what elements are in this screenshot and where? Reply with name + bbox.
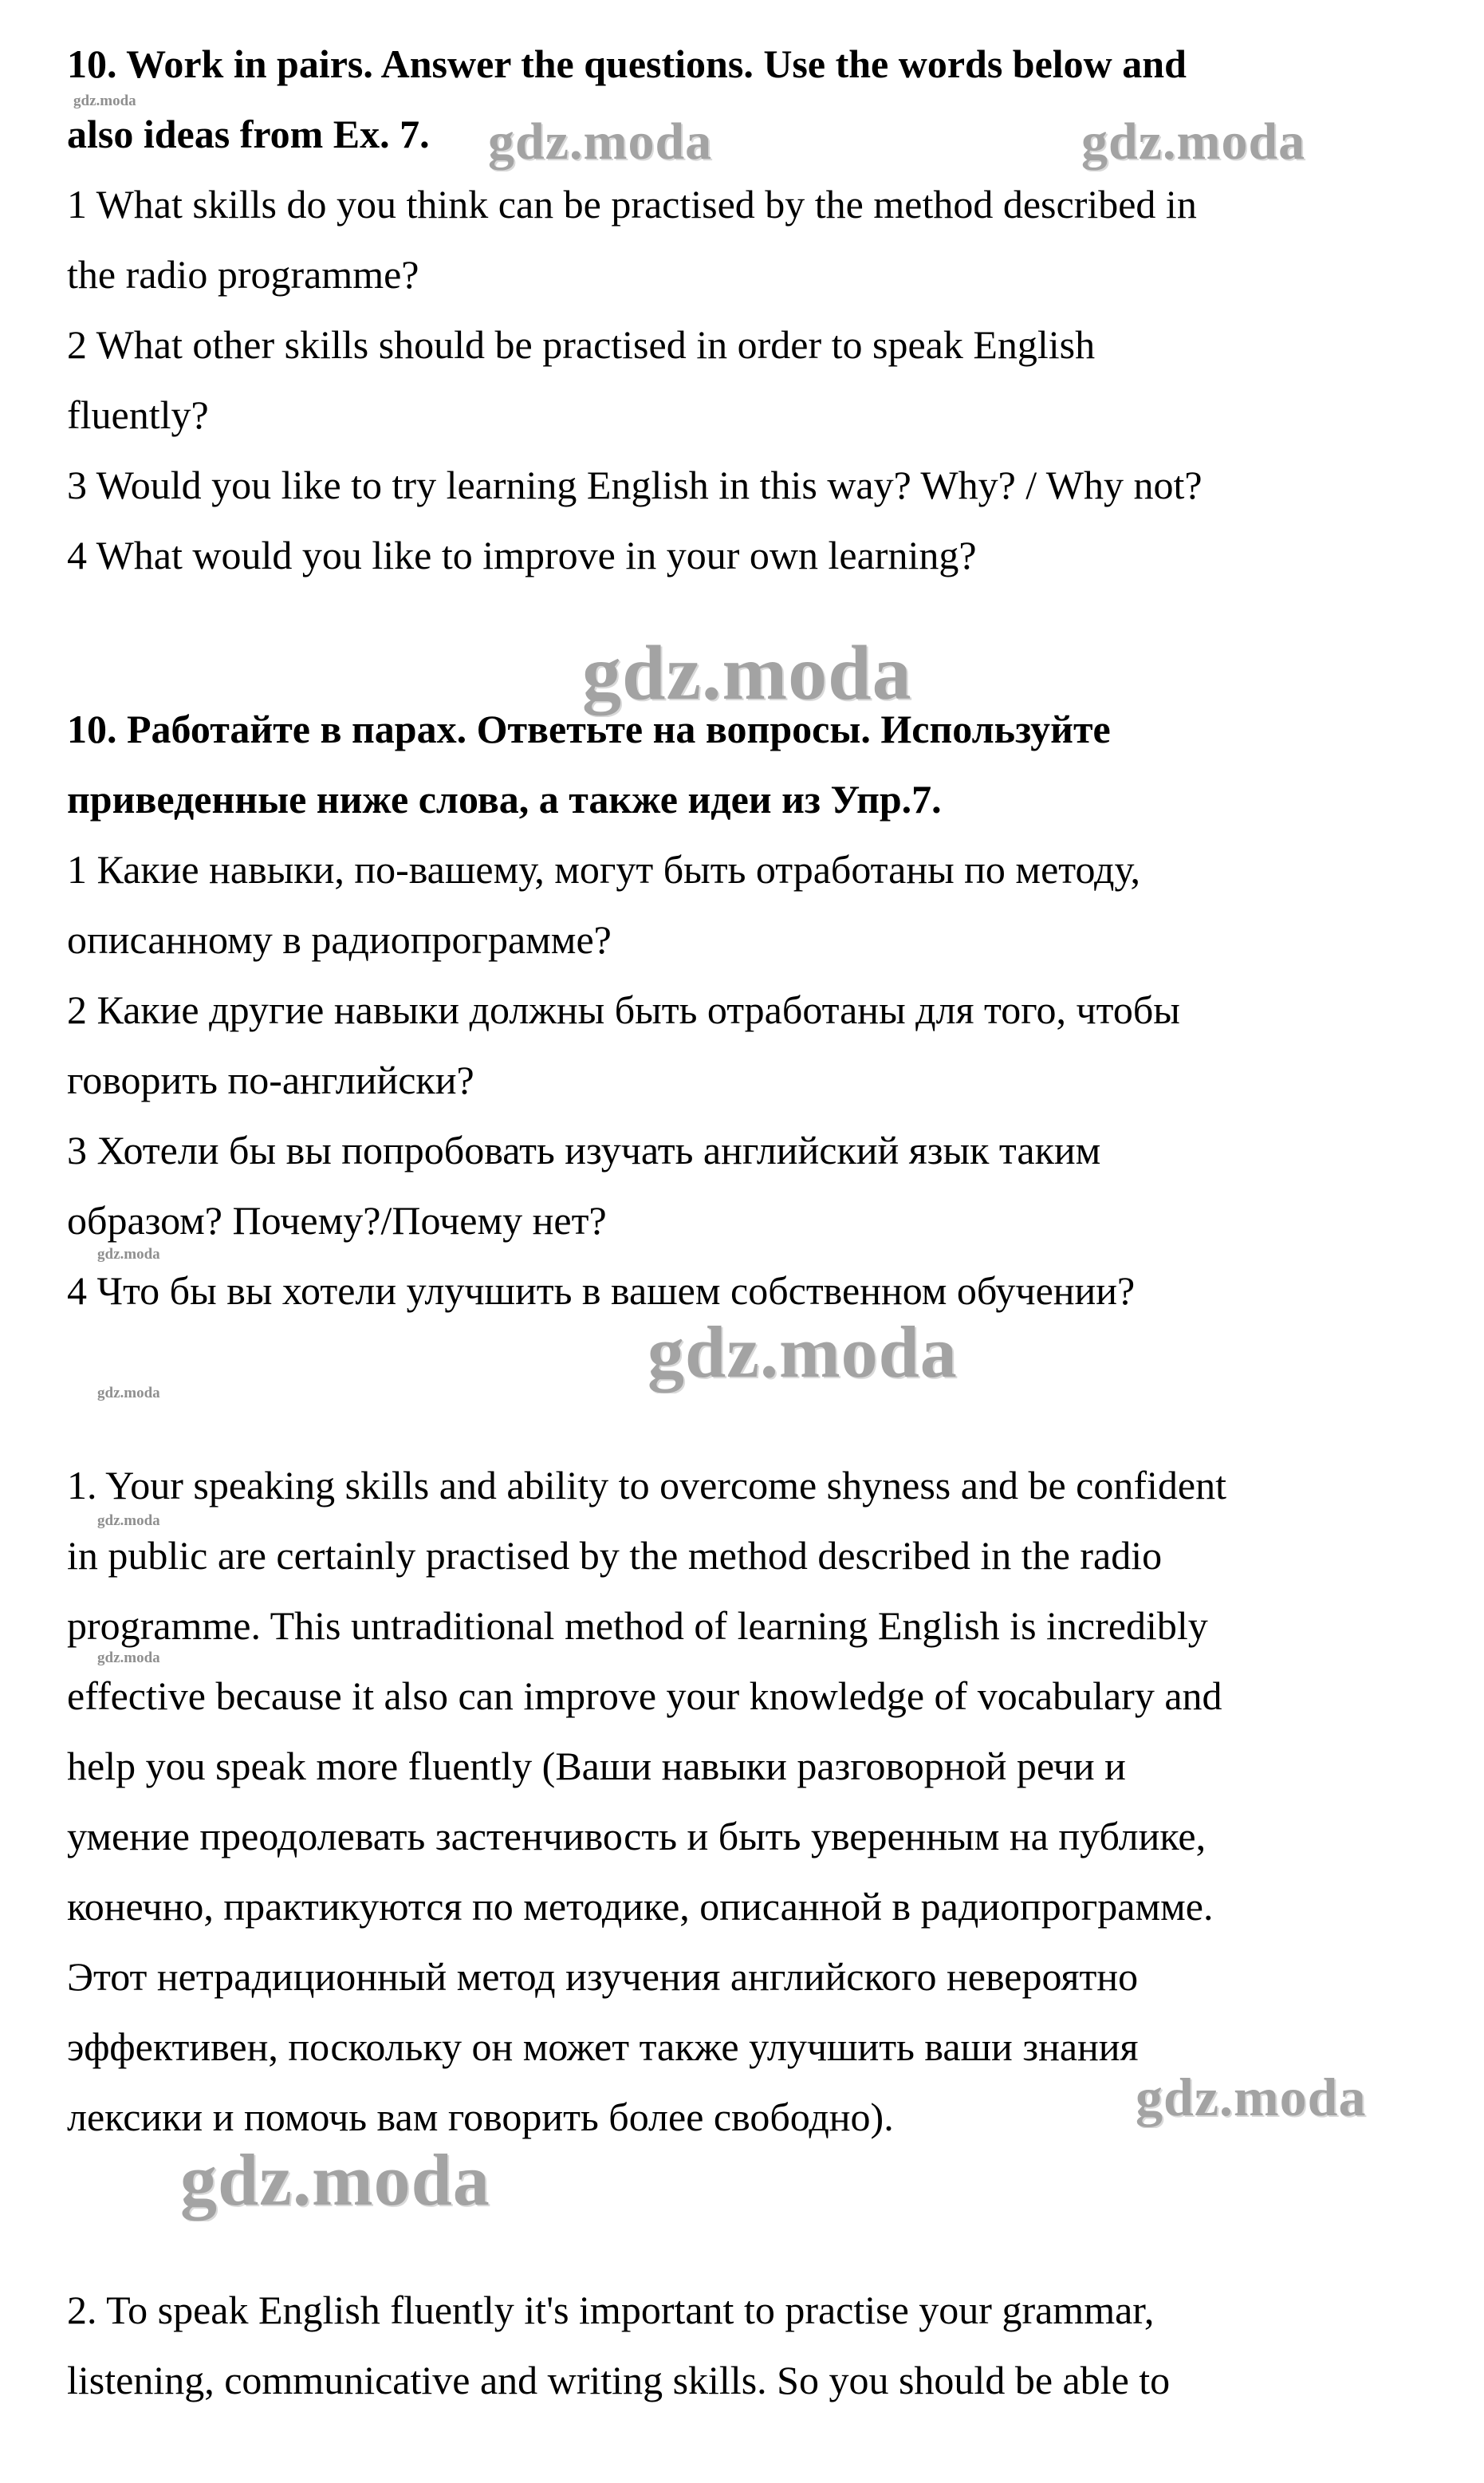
- task-ru-question-2-line-2: говорить по-английски?: [67, 1058, 474, 1102]
- answer-2-line: 2. To speak English fluently it's important to practise your grammar,: [67, 2288, 1155, 2332]
- watermark-small: gdz.moda: [73, 93, 136, 109]
- watermark-large: gdz.moda: [180, 2139, 490, 2221]
- answer-1-line: конечно, практикуются по методике, описанной в радиопрограмме.: [67, 1884, 1214, 1929]
- watermark-large: gdz.moda: [1136, 2067, 1367, 2127]
- task-ru-question-3-line-1: 3 Хотели бы вы попробовать изучать английский язык таким: [67, 1128, 1101, 1173]
- answer-1-line: programme. This untraditional method of learning English is incredibly: [67, 1603, 1208, 1648]
- answer-1-line: эффективен, поскольку он может также улучшить ваши знания: [67, 2024, 1139, 2069]
- task-ru-question-4: 4 Что бы вы хотели улучшить в вашем собственном обучении?: [67, 1268, 1136, 1313]
- answer-1-line: effective because it also can improve your knowledge of vocabulary and: [67, 1673, 1222, 1718]
- task-en-question-2-line-2: fluently?: [67, 392, 209, 437]
- watermark-large: gdz.moda: [648, 1311, 958, 1393]
- task-ru-question-3-line-2: образом? Почему?/Почему нет?: [67, 1198, 607, 1243]
- task-en-heading-line-2: also ideas from Ex. 7.: [67, 112, 430, 156]
- answer-1-line: Этот нетрадиционный метод изучения английского невероятно: [67, 1954, 1139, 1999]
- answer-2-line: listening, communicative and writing skills. So you should be able to: [67, 2358, 1171, 2402]
- watermark-small: gdz.moda: [97, 1649, 160, 1666]
- answer-1-line: in public are certainly practised by the method described in the radio: [67, 1533, 1163, 1578]
- watermark-large: gdz.moda: [582, 630, 912, 716]
- watermark-large: gdz.moda: [488, 112, 713, 171]
- answer-1-line: help you speak more fluently (Ваши навыки разговорной речи и: [67, 1744, 1126, 1788]
- task-ru-question-2-line-1: 2 Какие другие навыки должны быть отработаны для того, чтобы: [67, 987, 1180, 1032]
- answer-1-line: умение преодолевать застенчивость и быть уверенным на публике,: [67, 1814, 1206, 1858]
- task-ru-heading-line-1: 10. Работайте в парах. Ответьте на вопросы. Используйте: [67, 707, 1111, 751]
- watermark-small: gdz.moda: [97, 1385, 160, 1401]
- task-en-question-1-line-1: 1 What skills do you think can be practised by the method described in: [67, 182, 1197, 227]
- task-en-question-4: 4 What would you like to improve in your own learning?: [67, 533, 977, 577]
- task-en-question-3: 3 Would you like to try learning English in this way? Why? / Why not?: [67, 463, 1203, 507]
- answer-1-line: лексики и помочь вам говорить более свободно).: [67, 2095, 894, 2139]
- task-en-question-2-line-1: 2 What other skills should be practised in order to speak English: [67, 322, 1096, 367]
- answer-1-line: 1. Your speaking skills and ability to overcome shyness and be confident: [67, 1463, 1226, 1508]
- watermark-large: gdz.moda: [1081, 112, 1306, 171]
- watermark-small: gdz.moda: [97, 1512, 160, 1529]
- task-en-question-1-line-2: the radio programme?: [67, 252, 419, 297]
- task-en-heading-line-1: 10. Work in pairs. Answer the questions. Use the words below and: [67, 41, 1187, 86]
- task-ru-question-1-line-1: 1 Какие навыки, по-вашему, могут быть отработаны по методу,: [67, 847, 1140, 892]
- watermark-small: gdz.moda: [97, 1246, 160, 1263]
- task-ru-question-1-line-2: описанному в радиопрограмме?: [67, 917, 612, 962]
- task-ru-heading-line-2: приведенные ниже слова, а также идеи из Упр.7.: [67, 777, 942, 822]
